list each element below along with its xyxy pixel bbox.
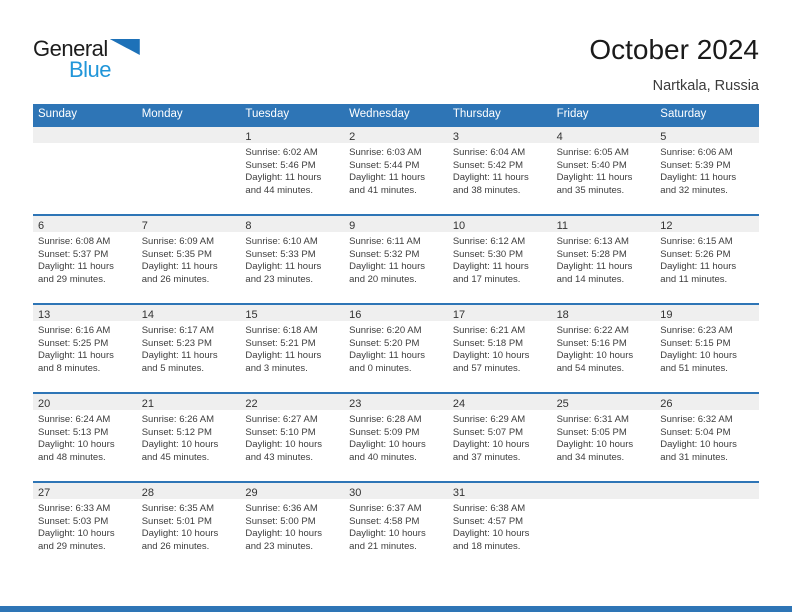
calendar-cell [655,127,759,214]
day-number: 25 [556,398,569,410]
calendar-cell [33,394,137,481]
calendar-cell [33,127,137,214]
cell-line: and 41 minutes. [349,184,417,196]
cell-body [137,143,241,147]
calendar-cell [552,483,656,570]
cell-line: Sunrise: 6:18 AM [245,325,318,336]
cell-body [552,499,656,503]
day-header-monday: Monday [141,108,183,120]
cell-line: and 18 minutes. [452,540,521,552]
cell-line: Sunrise: 6:20 AM [349,325,422,336]
calendar-cell [137,483,241,570]
cell-line: Sunrise: 6:13 AM [556,236,629,247]
cell-line: Daylight: 10 hours [141,528,219,539]
cell-line: Sunset: 4:57 PM [452,515,524,527]
cell-line: Daylight: 10 hours [452,350,530,361]
cell-line: Sunrise: 6:17 AM [141,325,215,336]
day-number: 5 [660,131,667,143]
week-row [33,303,759,392]
day-number-strip [552,305,656,321]
cell-line: and 11 minutes. [660,273,728,285]
calendar-cell [33,483,137,570]
cell-line: Sunset: 5:46 PM [245,159,316,171]
calendar-cell [448,483,552,570]
footer-bar [0,606,792,612]
day-number-strip [240,127,344,143]
day-number-strip [448,305,552,321]
cell-body [552,321,656,375]
cell-line: Daylight: 11 hours [556,261,633,272]
cell-line: Daylight: 10 hours [556,350,634,361]
cell-line: Sunrise: 6:24 AM [38,414,111,425]
calendar-cell [137,305,241,392]
calendar-cell [655,305,759,392]
cell-body [240,499,344,553]
day-number-strip [552,216,656,232]
calendar-cell [655,394,759,481]
cell-line: Sunset: 5:33 PM [245,248,316,260]
cell-line: and 26 minutes. [141,540,210,552]
day-number-strip [137,216,241,232]
day-number: 14 [141,309,154,321]
cell-line: and 8 minutes. [38,362,101,374]
cell-line: and 3 minutes. [245,362,308,374]
cell-line: and 23 minutes. [245,273,314,285]
day-number-strip [448,483,552,499]
day-number: 27 [38,487,51,499]
cell-line: and 51 minutes. [660,362,728,374]
cell-line: Sunrise: 6:12 AM [452,236,526,247]
day-number-strip [552,394,656,410]
cell-line: Sunset: 5:03 PM [38,515,109,527]
cell-line: and 29 minutes. [38,540,106,552]
cell-body [344,232,448,286]
cell-line: and 45 minutes. [141,451,210,463]
cell-line: Daylight: 11 hours [245,172,322,183]
cell-line: Daylight: 10 hours [141,439,219,450]
cell-line: and 0 minutes. [349,362,412,374]
cell-line: Sunset: 5:13 PM [38,426,109,438]
cell-body [33,410,137,464]
cell-line: and 32 minutes. [660,184,728,196]
cell-body [137,232,241,286]
day-number: 15 [245,309,258,321]
day-number: 18 [556,309,569,321]
calendar-cell [448,305,552,392]
day-number-strip [240,305,344,321]
cell-line: Daylight: 10 hours [349,528,426,539]
cell-line: Sunset: 5:30 PM [452,248,524,260]
calendar-cell [33,216,137,303]
cell-line: Daylight: 10 hours [349,439,426,450]
cell-line: Daylight: 10 hours [245,439,322,450]
cell-line: Sunrise: 6:27 AM [245,414,318,425]
cell-line: Daylight: 10 hours [452,439,530,450]
cell-line: Daylight: 11 hours [660,172,737,183]
cell-line: and 31 minutes. [660,451,728,463]
cell-body [137,499,241,553]
day-number-strip [448,216,552,232]
calendar-cell [137,216,241,303]
cell-body [448,321,552,375]
day-number: 3 [452,131,459,143]
cell-body [448,499,552,553]
logo-triangle-icon [110,39,140,55]
cell-line: Sunset: 5:23 PM [141,337,212,349]
cell-line: Sunrise: 6:15 AM [660,236,733,247]
day-number-strip [655,483,759,499]
cell-line: Sunrise: 6:32 AM [660,414,733,425]
day-number: 28 [141,487,154,499]
cell-line: Sunset: 5:10 PM [245,426,316,438]
cell-line: Sunrise: 6:11 AM [349,236,421,247]
cell-line: Daylight: 11 hours [38,261,114,272]
cell-body [448,410,552,464]
day-number-strip [448,127,552,143]
day-number: 26 [660,398,673,410]
cell-line: Daylight: 10 hours [38,439,115,450]
cell-line: Daylight: 11 hours [349,261,426,272]
day-number: 8 [245,220,252,232]
day-number-strip [655,305,759,321]
cell-body [33,499,137,553]
cell-line: Sunrise: 6:09 AM [141,236,215,247]
cell-line: Daylight: 11 hours [660,261,737,272]
day-number: 29 [245,487,258,499]
cell-body [33,143,137,147]
day-header-sunday: Sunday [38,108,78,120]
day-header-wednesday: Wednesday [349,108,410,120]
cell-line: Sunrise: 6:06 AM [660,147,733,158]
cell-line: Sunrise: 6:35 AM [141,503,215,514]
calendar-cell [240,216,344,303]
cell-line: and 26 minutes. [141,273,210,285]
cell-line: Sunset: 5:39 PM [660,159,731,171]
cell-body [240,321,344,375]
cell-line: Daylight: 11 hours [556,172,633,183]
calendar-cell [344,305,448,392]
day-number: 12 [660,220,673,232]
day-number: 19 [660,309,673,321]
cell-line: Sunrise: 6:31 AM [556,414,629,425]
cell-line: Daylight: 11 hours [245,350,322,361]
cell-body [344,321,448,375]
cell-line: Sunrise: 6:16 AM [38,325,111,336]
cell-line: Sunrise: 6:02 AM [245,147,318,158]
cell-line: Sunset: 5:12 PM [141,426,212,438]
cell-body [655,321,759,375]
cell-line: Sunset: 5:01 PM [141,515,212,527]
day-header-saturday: Saturday [660,108,707,120]
day-number: 31 [452,487,466,499]
cell-body [344,143,448,197]
cell-body [240,232,344,286]
cell-body [33,321,137,375]
day-header-thursday: Thursday [452,108,501,120]
cell-line: and 21 minutes. [349,540,417,552]
cell-line: Daylight: 11 hours [141,350,218,361]
cell-line: Sunset: 5:20 PM [349,337,420,349]
cell-line: and 29 minutes. [38,273,106,285]
cell-line: Daylight: 11 hours [38,350,114,361]
calendar-cell [137,127,241,214]
day-number-strip [240,483,344,499]
calendar-cell [344,127,448,214]
cell-line: Sunrise: 6:21 AM [452,325,526,336]
cell-line: and 17 minutes. [452,273,521,285]
day-number-strip [344,483,448,499]
cell-line: Daylight: 10 hours [660,439,737,450]
cell-line: Sunset: 5:07 PM [452,426,524,438]
calendar-cell [448,127,552,214]
cell-body [552,143,656,197]
cell-line: and 37 minutes. [452,451,521,463]
day-number: 1 [245,131,252,143]
cell-line: Sunrise: 6:04 AM [452,147,526,158]
cell-body [552,410,656,464]
cell-line: and 23 minutes. [245,540,314,552]
cell-body [655,410,759,464]
cell-line: and 14 minutes. [556,273,625,285]
calendar-cell [344,483,448,570]
calendar-cell [448,216,552,303]
cell-line: Sunset: 5:25 PM [38,337,109,349]
day-number-strip [448,394,552,410]
calendar-cell [344,216,448,303]
cell-line: Sunset: 5:42 PM [452,159,524,171]
week-row [33,214,759,303]
cell-line: Sunrise: 6:10 AM [245,236,318,247]
day-number-strip [137,127,241,143]
day-number-strip [137,483,241,499]
cell-line: Sunset: 5:09 PM [349,426,420,438]
cell-line: Sunset: 5:05 PM [556,426,627,438]
cell-line: Sunset: 5:35 PM [141,248,212,260]
cell-line: Sunrise: 6:26 AM [141,414,215,425]
location-subtitle: Nartkala, Russia [652,78,759,94]
cell-line: Sunrise: 6:29 AM [452,414,526,425]
cell-line: Daylight: 11 hours [452,172,529,183]
cell-line: Daylight: 10 hours [556,439,634,450]
general-blue-logo [33,36,140,83]
cell-body [655,499,759,503]
cell-line: Sunset: 5:16 PM [556,337,627,349]
day-number-strip [655,394,759,410]
calendar-cell [552,127,656,214]
cell-line: Sunset: 5:40 PM [556,159,627,171]
cell-body [448,143,552,197]
day-number-strip [33,394,137,410]
day-number: 10 [452,220,466,232]
day-number-strip [344,305,448,321]
cell-line: and 44 minutes. [245,184,314,196]
day-header-row [33,104,759,125]
cell-body [552,232,656,286]
day-number: 9 [349,220,356,232]
calendar-cell [240,394,344,481]
cell-body [448,232,552,286]
calendar-cell [240,127,344,214]
day-number-strip [33,216,137,232]
cell-line: Sunrise: 6:38 AM [452,503,526,514]
day-header-tuesday: Tuesday [245,108,290,120]
day-number-strip [33,483,137,499]
cell-body [344,410,448,464]
cell-body [137,410,241,464]
day-number: 17 [452,309,466,321]
cell-line: Sunrise: 6:22 AM [556,325,629,336]
cell-line: and 5 minutes. [141,362,205,374]
cell-body [344,499,448,553]
day-number: 30 [349,487,362,499]
cell-line: Sunset: 5:21 PM [245,337,316,349]
day-number-strip [655,127,759,143]
cell-line: and 38 minutes. [452,184,521,196]
logo-text-blue: Blue [69,57,112,82]
day-number-strip [33,305,137,321]
cell-line: Sunrise: 6:05 AM [556,147,629,158]
cell-line: Sunset: 5:00 PM [245,515,316,527]
cell-line: Daylight: 10 hours [245,528,322,539]
cell-line: Sunrise: 6:28 AM [349,414,422,425]
cell-body [655,232,759,286]
cell-line: Sunrise: 6:23 AM [660,325,733,336]
cell-line: Daylight: 10 hours [38,528,115,539]
calendar-cell [552,394,656,481]
cell-line: Daylight: 11 hours [349,172,426,183]
cell-line: and 35 minutes. [556,184,625,196]
cell-line: Sunrise: 6:37 AM [349,503,422,514]
calendar-cell [655,483,759,570]
cell-line: and 57 minutes. [452,362,521,374]
cell-line: Sunset: 4:58 PM [349,515,420,527]
cell-body [655,143,759,197]
cell-body [240,143,344,197]
cell-line: Daylight: 11 hours [452,261,529,272]
logo-text-general: General [33,36,108,61]
day-number: 16 [349,309,362,321]
cell-line: Daylight: 11 hours [349,350,426,361]
cell-line: Sunrise: 6:08 AM [38,236,111,247]
cell-line: and 48 minutes. [38,451,106,463]
page-title: October 2024 [589,34,759,65]
day-number-strip [240,216,344,232]
calendar-grid [33,104,759,570]
cell-line: Daylight: 11 hours [245,261,322,272]
cell-line: Sunrise: 6:03 AM [349,147,422,158]
cell-line: and 34 minutes. [556,451,625,463]
cell-line: Sunset: 5:26 PM [660,248,731,260]
calendar-cell [137,394,241,481]
day-number-strip [137,394,241,410]
calendar-cell [552,216,656,303]
day-number: 6 [38,220,45,232]
cell-line: Sunrise: 6:36 AM [245,503,318,514]
day-number: 13 [38,309,51,321]
day-header-friday: Friday [556,108,589,120]
cell-body [137,321,241,375]
day-number-strip [344,394,448,410]
day-number-strip [240,394,344,410]
week-row [33,481,759,570]
day-number-strip [655,216,759,232]
day-number: 7 [141,220,148,232]
cell-line: and 20 minutes. [349,273,417,285]
calendar-cell [240,305,344,392]
cell-body [240,410,344,464]
cell-line: Daylight: 11 hours [141,261,218,272]
calendar-cell [240,483,344,570]
day-number-strip [344,216,448,232]
calendar-cell [33,305,137,392]
cell-line: and 40 minutes. [349,451,417,463]
day-number: 20 [38,398,51,410]
day-number: 24 [452,398,466,410]
cell-line: Sunset: 5:15 PM [660,337,731,349]
cell-line: Sunset: 5:32 PM [349,248,420,260]
day-number: 4 [556,131,563,143]
calendar-cell [655,216,759,303]
cell-line: Sunset: 5:04 PM [660,426,731,438]
week-row [33,392,759,481]
calendar-cell [448,394,552,481]
cell-line: Sunset: 5:18 PM [452,337,524,349]
week-row [33,125,759,214]
cell-line: Sunset: 5:37 PM [38,248,109,260]
cell-line: Daylight: 10 hours [452,528,530,539]
cell-body [33,232,137,286]
cell-line: Sunset: 5:28 PM [556,248,627,260]
day-number: 23 [349,398,362,410]
day-number-strip [137,305,241,321]
day-number: 11 [556,220,568,232]
day-number-strip [344,127,448,143]
cell-line: Sunrise: 6:33 AM [38,503,111,514]
day-number-strip [552,483,656,499]
day-number-strip [552,127,656,143]
day-number: 2 [349,131,356,143]
cell-line: Daylight: 10 hours [660,350,737,361]
day-number: 21 [141,398,154,410]
cell-line: Sunset: 5:44 PM [349,159,420,171]
calendar-cell [344,394,448,481]
day-number: 22 [245,398,258,410]
day-number-strip [33,127,137,143]
calendar-cell [552,305,656,392]
cell-line: and 43 minutes. [245,451,314,463]
cell-line: and 54 minutes. [556,362,625,374]
